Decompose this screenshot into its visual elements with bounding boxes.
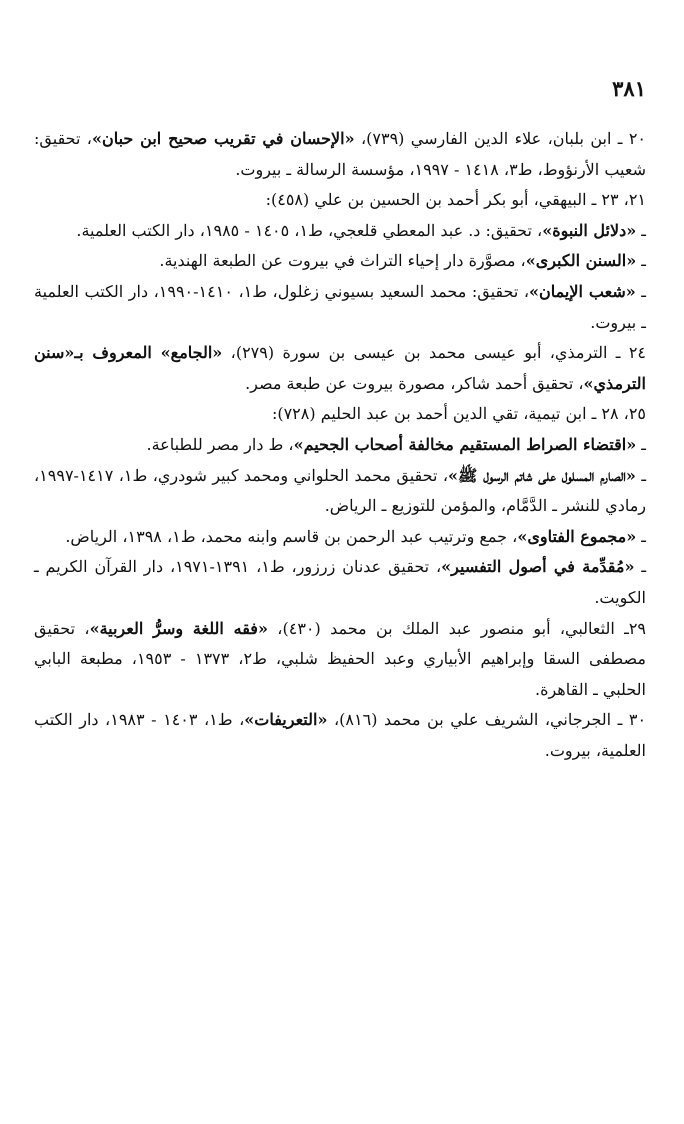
entry-text: ، مصوَّرة دار إحياء التراث في بيروت عن الطبعة الهندية. [159, 251, 526, 271]
bibliography-entry [34, 705, 646, 766]
entry-text: ـ [635, 281, 646, 301]
entry-text: ـ [636, 251, 646, 271]
bibliography-entry [34, 216, 646, 247]
bibliography-entry [34, 185, 646, 216]
entry-text: ، تحقيق مصطفى السقا وإبراهيم الأبياري وعبد الحفيظ شلبي، ط٢، ١٣٧٣ - ١٩٥٣، مطبعة البابي الحلبي ـ القاهرة. [34, 618, 646, 699]
entry-text: ، تحقيق: شعيب الأرنؤوط، ط٣، ١٤١٨ - ١٩٩٧، مؤسسة الرسالة ـ بيروت. [34, 129, 646, 179]
entry-text: ٢٠ ـ ابن بلبان، علاء الدين الفارسي (٧٣٩)، [354, 129, 646, 148]
bibliography-entry [34, 461, 646, 522]
book-title: «السنن الكبرى» [525, 251, 637, 271]
book-title: «شعب الإيمان» [529, 281, 636, 301]
bibliography-entry [34, 552, 646, 613]
entry-text: ، ط١، ١٤٠٣ - ١٩٨٣، دار الكتب العلمية، بيروت. [34, 710, 646, 760]
entry-text: ٣٠ ـ الجرجاني، الشريف علي بن محمد (٨١٦)، [327, 710, 647, 730]
book-title: «مجموع الفتاوى» [517, 526, 637, 546]
entry-text: ، تحقيق محمد الحلواني ومحمد كبير شودري، ط١، ١٤١٧-١٩٩٧، رمادي للنشر ـ الدَّمَّام، والمؤمن للتوزيع ـ الرياض. [34, 465, 646, 516]
entry-text: ٢١، ٢٣ ـ البيهقي، أبو بكر أحمد بن الحسين بن علي (٤٥٨): [265, 190, 646, 210]
bibliography-entry [34, 430, 646, 461]
entry-text: ، تحقيق: د. عبد المعطي قلعجي، ط١، ١٤٠٥ - ١٩٨٥، دار الكتب العلمية. [76, 220, 543, 240]
bibliography-entry [34, 246, 646, 277]
book-title: «مُقدِّمة في أصول التفسير» [441, 557, 635, 577]
entry-text: ـ [636, 526, 646, 546]
entry-text: ، تحقيق أحمد شاكر، مصورة بيروت عن طبعة مصر. [245, 373, 584, 393]
page-number: ٣٨١ [612, 76, 646, 101]
bibliography-entry [34, 522, 646, 553]
entry-text: ، تحقيق: محمد السعيد بسيوني زغلول، ط١، ١٤١٠-١٩٩٠، دار الكتب العلمية ـ بيروت. [34, 281, 646, 332]
entry-text: ـ [636, 434, 646, 454]
book-title: «دلائل النبوة» [542, 220, 637, 240]
entry-text: ٢٤ ـ الترمذي، أبو عيسى محمد بن عيسى بن سورة (٢٧٩)، [222, 343, 646, 363]
bibliography-list [34, 124, 646, 766]
book-title: «التعريفات» [244, 710, 328, 730]
bibliography-entry [34, 399, 646, 430]
entry-text: ٢٥، ٢٨ ـ ابن تيمية، تقي الدين أحمد بن عبد الحليم (٧٢٨): [271, 404, 646, 424]
entry-text: ـ [635, 465, 647, 485]
book-title: «الصارم المسلول على شاتم الرسول ﷺ» [448, 465, 636, 485]
entry-text: ، تحقيق عدنان زرزور، ط١، ١٣٩١-١٩٧١، دار القرآن الكريم ـ الكويت. [34, 557, 646, 607]
bibliography-entry [34, 338, 646, 399]
entry-text: ، ط دار مصر للطباعة. [146, 434, 294, 454]
book-title: «الإحسان في تقريب صحيح ابن حبان» [91, 129, 355, 148]
bibliography-entry [34, 277, 646, 338]
book-title: «فقه اللغة وسرُّ العربية» [89, 618, 268, 638]
entry-text: ٢٩ـ الثعالبي، أبو منصور عبد الملك بن محمد (٤٣٠)، [267, 618, 647, 638]
entry-text: ـ [634, 557, 647, 577]
book-title: «الجامع» المعروف بـ«سنن الترمذي» [34, 343, 646, 393]
entry-text: ، جمع وترتيب عبد الرحمن بن قاسم وابنه محمد، ط١، ١٣٩٨، الرياض. [65, 526, 518, 546]
bibliography-entry [34, 124, 646, 185]
book-title: «اقتضاء الصراط المستقيم مخالفة أصحاب الجحيم» [293, 434, 637, 454]
entry-text: ـ [636, 220, 646, 240]
bibliography-entry [34, 614, 646, 706]
